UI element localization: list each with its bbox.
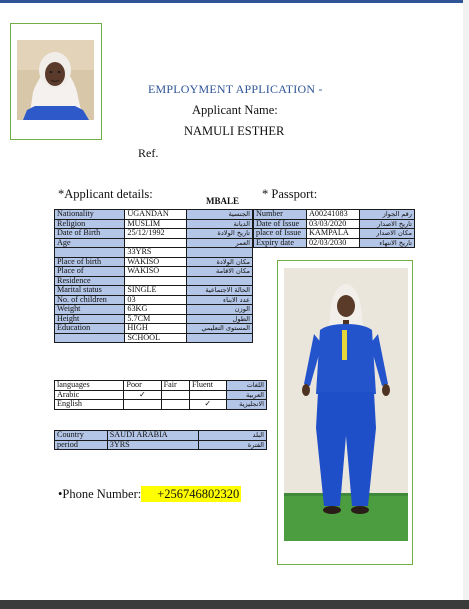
- passport-detail-arabic: تاريخ الاصدار: [360, 219, 415, 229]
- personal-detail-label: Marital status: [55, 286, 125, 296]
- destination-table: [54, 430, 267, 450]
- passport-detail-row: [254, 219, 415, 229]
- window-bottom-bar: [0, 600, 469, 609]
- personal-detail-value: MUSLIM: [125, 219, 186, 229]
- phone-number-label: Phone Number:: [62, 487, 142, 501]
- language-fluent-check: [190, 390, 226, 400]
- language-fair-check: [161, 400, 189, 410]
- passport-detail-value: A00241083: [307, 210, 360, 220]
- destination-arabic: البلد: [199, 431, 267, 441]
- personal-detail-row: [55, 324, 253, 334]
- personal-detail-row: [55, 257, 253, 267]
- personal-detail-row: [55, 305, 253, 315]
- personal-detail-value: [125, 238, 186, 248]
- personal-detail-label: No. of children: [55, 295, 125, 305]
- personal-detail-row: [55, 229, 253, 239]
- passport-detail-row: [254, 229, 415, 239]
- languages-header-arabic: اللغات: [226, 381, 266, 391]
- page-right-margin: [463, 0, 469, 600]
- personal-detail-arabic: عدد الابناء: [186, 295, 252, 305]
- passport-detail-arabic: تاريخ الانتهاء: [360, 238, 415, 248]
- personal-detail-row: [55, 238, 253, 248]
- passport-detail-label: Expiry date: [254, 238, 307, 248]
- language-poor-check: [124, 400, 161, 410]
- personal-detail-arabic: الوزن: [186, 305, 252, 315]
- personal-detail-value: 03: [125, 295, 186, 305]
- personal-detail-label: Place of birth: [55, 257, 125, 267]
- personal-detail-arabic: [186, 333, 252, 343]
- personal-detail-value: WAKISO: [125, 257, 186, 267]
- applicant-name-label: Applicant Name:: [192, 103, 278, 117]
- personal-detail-row: [55, 286, 253, 296]
- personal-detail-arabic: تاريخ الولادة: [186, 229, 252, 239]
- destination-row: [55, 431, 267, 441]
- personal-detail-arabic: [186, 276, 252, 286]
- personal-detail-arabic: مكان الاقامة: [186, 267, 252, 277]
- document-title: EMPLOYMENT APPLICATION -: [148, 82, 323, 96]
- full-body-photo: [284, 268, 408, 541]
- personal-detail-row: [55, 314, 253, 324]
- language-arabic-name: الانجليزية: [226, 400, 266, 410]
- language-row: [55, 390, 267, 400]
- language-fluent-check: ✓: [190, 400, 226, 410]
- language-fair-check: [161, 390, 189, 400]
- personal-detail-value: HIGH: [125, 324, 186, 334]
- personal-detail-value: 25/12/1992: [125, 229, 186, 239]
- destination-label: Country: [55, 431, 108, 441]
- destination-arabic: الفترة: [199, 440, 267, 450]
- personal-detail-label: Education: [55, 324, 125, 334]
- personal-detail-value: UGANDAN: [125, 210, 186, 220]
- personal-detail-label: Place of: [55, 267, 125, 277]
- personal-detail-label: Height: [55, 314, 125, 324]
- personal-detail-arabic: المستوى التعليمي: [186, 324, 252, 334]
- personal-detail-label: Residence: [55, 276, 125, 286]
- destination-value: 3YRS: [107, 440, 198, 450]
- passport-detail-arabic: مكان الاصدار: [360, 229, 415, 239]
- personal-detail-value: 63KG: [125, 305, 186, 315]
- passport-detail-label: place of Issue: [254, 229, 307, 239]
- personal-detail-arabic: الجنسية: [186, 210, 252, 220]
- personal-detail-value: 5.7CM: [125, 314, 186, 324]
- phone-number-row: [58, 487, 241, 502]
- personal-detail-value: [125, 276, 186, 286]
- personal-detail-arabic: الطول: [186, 314, 252, 324]
- personal-detail-row: [55, 219, 253, 229]
- personal-details-table: [54, 209, 253, 343]
- ref-label: Ref.: [138, 146, 159, 160]
- destination-row: [55, 440, 267, 450]
- personal-detail-value: SINGLE: [125, 286, 186, 296]
- personal-detail-arabic: العمر: [186, 238, 252, 248]
- passport-detail-value: 02/03/2030: [307, 238, 360, 248]
- personal-detail-value: 33YRS: [125, 248, 186, 258]
- destination-label: period: [55, 440, 108, 450]
- personal-detail-row: [55, 248, 253, 258]
- language-name: English: [55, 400, 124, 410]
- phone-number-value: +256746802320: [141, 486, 241, 502]
- personal-detail-arabic: مكان الولادة: [186, 257, 252, 267]
- personal-detail-row: [55, 276, 253, 286]
- mbale-label: MBALE: [206, 196, 240, 206]
- personal-detail-row: [55, 267, 253, 277]
- portrait-photo: [17, 40, 94, 120]
- passport-detail-row: [254, 210, 415, 220]
- passport-detail-value: KAMPALA: [307, 229, 360, 239]
- passport-label: * Passport:: [262, 187, 318, 201]
- personal-detail-label: Age: [55, 238, 125, 248]
- personal-detail-label: [55, 248, 125, 258]
- languages-header-name: languages: [55, 381, 124, 391]
- personal-detail-arabic: الحالة الاجتماعية: [186, 286, 252, 296]
- personal-detail-label: Date of Birth: [55, 229, 125, 239]
- personal-detail-arabic: الديانة: [186, 219, 252, 229]
- passport-detail-arabic: رقم الجواز: [360, 210, 415, 220]
- personal-detail-value: SCHOOL: [125, 333, 186, 343]
- languages-header-fluent: Fluent: [190, 381, 226, 391]
- language-arabic-name: العربية: [226, 390, 266, 400]
- languages-header-row: [55, 381, 267, 391]
- languages-table: [54, 380, 267, 410]
- personal-detail-label: Religion: [55, 219, 125, 229]
- personal-detail-row: [55, 210, 253, 220]
- passport-detail-label: Date of Issue: [254, 219, 307, 229]
- language-poor-check: ✓: [124, 390, 161, 400]
- passport-details-table: [253, 209, 415, 248]
- applicant-details-label: *Applicant details:: [58, 187, 153, 201]
- passport-detail-row: [254, 238, 415, 248]
- personal-detail-arabic: [186, 248, 252, 258]
- personal-detail-value: WAKISO: [125, 267, 186, 277]
- full-body-photo-frame: [277, 260, 413, 565]
- languages-header-fair: Fair: [161, 381, 189, 391]
- language-name: Arabic: [55, 390, 124, 400]
- languages-header-poor: Poor: [124, 381, 161, 391]
- passport-detail-label: Number: [254, 210, 307, 220]
- bullet: •: [58, 487, 63, 501]
- personal-detail-row: [55, 295, 253, 305]
- destination-value: SAUDI ARABIA: [107, 431, 198, 441]
- applicant-name: NAMULI ESTHER: [184, 124, 285, 138]
- personal-detail-label: Nationality: [55, 210, 125, 220]
- passport-detail-value: 03/03/2020: [307, 219, 360, 229]
- personal-detail-label: [55, 333, 125, 343]
- personal-detail-label: Weight: [55, 305, 125, 315]
- personal-detail-row: [55, 333, 253, 343]
- language-row: [55, 400, 267, 410]
- portrait-photo-frame: [10, 23, 102, 140]
